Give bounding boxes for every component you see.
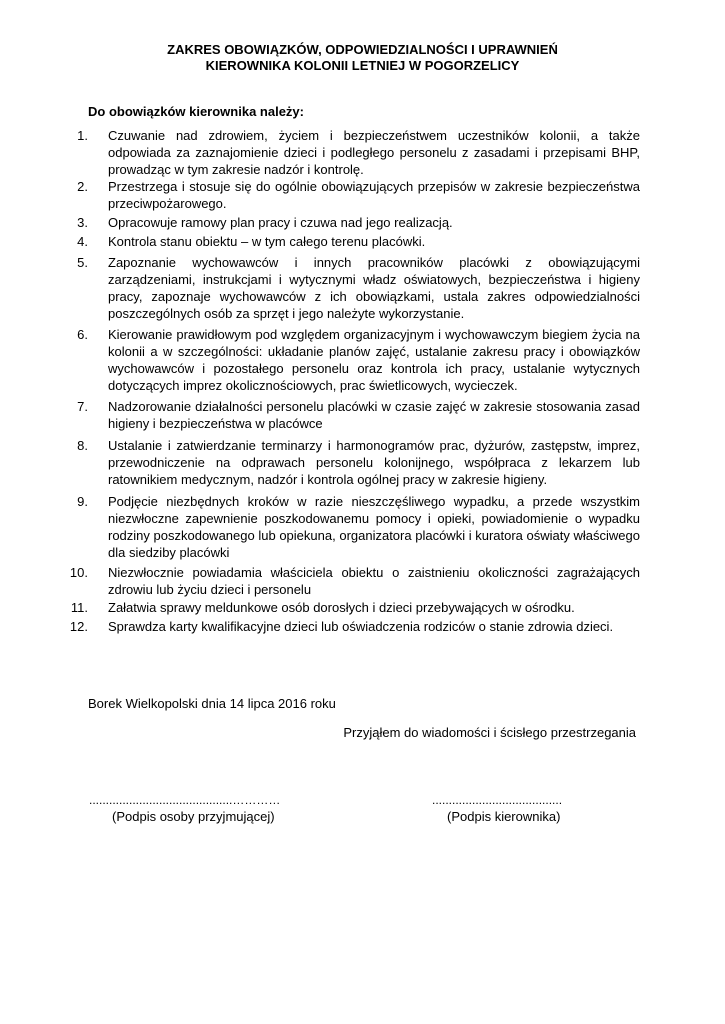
- place-and-date: Borek Wielkopolski dnia 14 lipca 2016 roku: [88, 696, 336, 711]
- duty-item: [0, 398, 725, 432]
- duty-number: 8.: [77, 438, 88, 453]
- duty-text: Załatwia sprawy meldunkowe osób dorosłych i dzieci przebywających w ośrodku.: [108, 600, 575, 615]
- duty-item: [0, 233, 725, 250]
- duty-number: 6.: [77, 327, 88, 342]
- duty-number: 2.: [77, 179, 88, 194]
- duties-list: [0, 127, 725, 635]
- duty-text: Przestrzega i stosuje się do ogólnie obowiązujących przepisów w zakresie bezpieczeństwa przeciwpożarowego.: [108, 179, 640, 211]
- duty-text: Niezwłocznie powiadamia właściciela obiektu o zaistnieniu okoliczności zagrażających zdrowiu lub życiu dzieci i personelu: [108, 565, 640, 597]
- duty-item: [0, 618, 725, 635]
- duty-text: Kierowanie prawidłowym pod względem organizacyjnym i wychowawczym biegiem życia na kolonii a w szczególności: układanie planów zajęć, ustalanie zakresu pracy i obowiązków wychowawców i pozostałego personelu oraz kontrola ich pracy, ustalanie wytycznych dotyczących imprez okolicznościowych, prac świetlicowych, wycieczek.: [108, 327, 640, 393]
- duty-text: Opracowuje ramowy plan pracy i czuwa nad jego realizacją.: [108, 215, 453, 230]
- signature-label-manager: (Podpis kierownika): [447, 809, 561, 824]
- signature-line-manager: .......................................: [432, 793, 563, 807]
- duty-number: 12.: [69, 619, 88, 634]
- duty-number: 1.: [77, 128, 88, 143]
- duty-number: 11.: [70, 600, 88, 615]
- duty-text: Sprawdza karty kwalifikacyjne dzieci lub oświadczenia rodziców o stanie zdrowia dzieci.: [108, 619, 614, 634]
- duty-number: 5.: [77, 255, 88, 270]
- duty-item: [0, 564, 725, 598]
- signature-label-recipient: (Podpis osoby przyjmującej): [112, 809, 275, 824]
- duty-number: 3.: [77, 215, 88, 230]
- duty-text: Nadzorowanie działalności personelu placówki w czasie zajęć w zakresie stosowania zasad higieny i bezpieczeństwa w placówce: [108, 399, 640, 431]
- document-title-line-1: ZAKRES OBOWIĄZKÓW, ODPOWIEDZIALNOŚCI I UPRAWNIEŃ: [167, 42, 558, 57]
- duty-item: [0, 493, 725, 561]
- duty-item: [0, 214, 725, 231]
- duty-number: 9.: [77, 494, 88, 509]
- duty-text: Czuwanie nad zdrowiem, życiem i bezpieczeństwem uczestników kolonii, a także odpowiada za zaznajomienie dzieci i podległego personelu z zasadami i przepisami BHP, prowadząc w tym zakresie nadzór i kontrolę.: [108, 128, 640, 177]
- duties-intro-heading: Do obowiązków kierownika należy:: [88, 104, 304, 119]
- duty-item: [0, 326, 725, 394]
- duty-item: [0, 599, 725, 616]
- duty-text: Kontrola stanu obiektu – w tym całego terenu placówki.: [108, 234, 426, 249]
- duty-item: [0, 254, 725, 322]
- duty-text: Ustalanie i zatwierdzanie terminarzy i harmonogramów prac, dyżurów, zastępstw, imprez, przewodniczenie na odprawach personelu kolonijnego, współpraca z lekarzem lub ratownikiem medycznym, nadzór i kontrola ogólnej pracy w zakresie higieny.: [108, 438, 640, 487]
- signature-line-recipient: ...........................................…………: [89, 793, 281, 807]
- duty-text: Podjęcie niezbędnych kroków w razie nieszczęśliwego wypadku, a przede wszystkim niezwłoczne zapewnienie poszkodowanemu pomocy i opieki, powiadomienie o wypadku rodziny poszkodowanego lub opiekuna, organizatora placówki i kuratora oświaty właściwego dla siedziby placówki: [108, 494, 640, 560]
- duty-number: 7.: [77, 399, 88, 414]
- duty-number: 10.: [69, 565, 88, 580]
- duty-text: Zapoznanie wychowawców i innych pracowników placówki z obowiązującymi zarządzeniami, instrukcjami i wytycznymi władz oświatowych, bezpieczeństwa i higieny pracy, zapoznaje wychowawców z ich obowiązkami, ustala zakres odpowiedzialności poszczególnych osób za sprzęt i jego należyte wykorzystanie.: [108, 255, 640, 321]
- duty-item: [0, 437, 725, 488]
- acknowledgement-statement: Przyjąłem do wiadomości i ścisłego przestrzegania: [343, 725, 636, 740]
- document-title-line-2: KIEROWNIKA KOLONII LETNIEJ W POGORZELICY: [205, 58, 520, 73]
- duty-item: [0, 127, 725, 178]
- duty-number: 4.: [77, 234, 88, 249]
- duty-item: [0, 178, 725, 212]
